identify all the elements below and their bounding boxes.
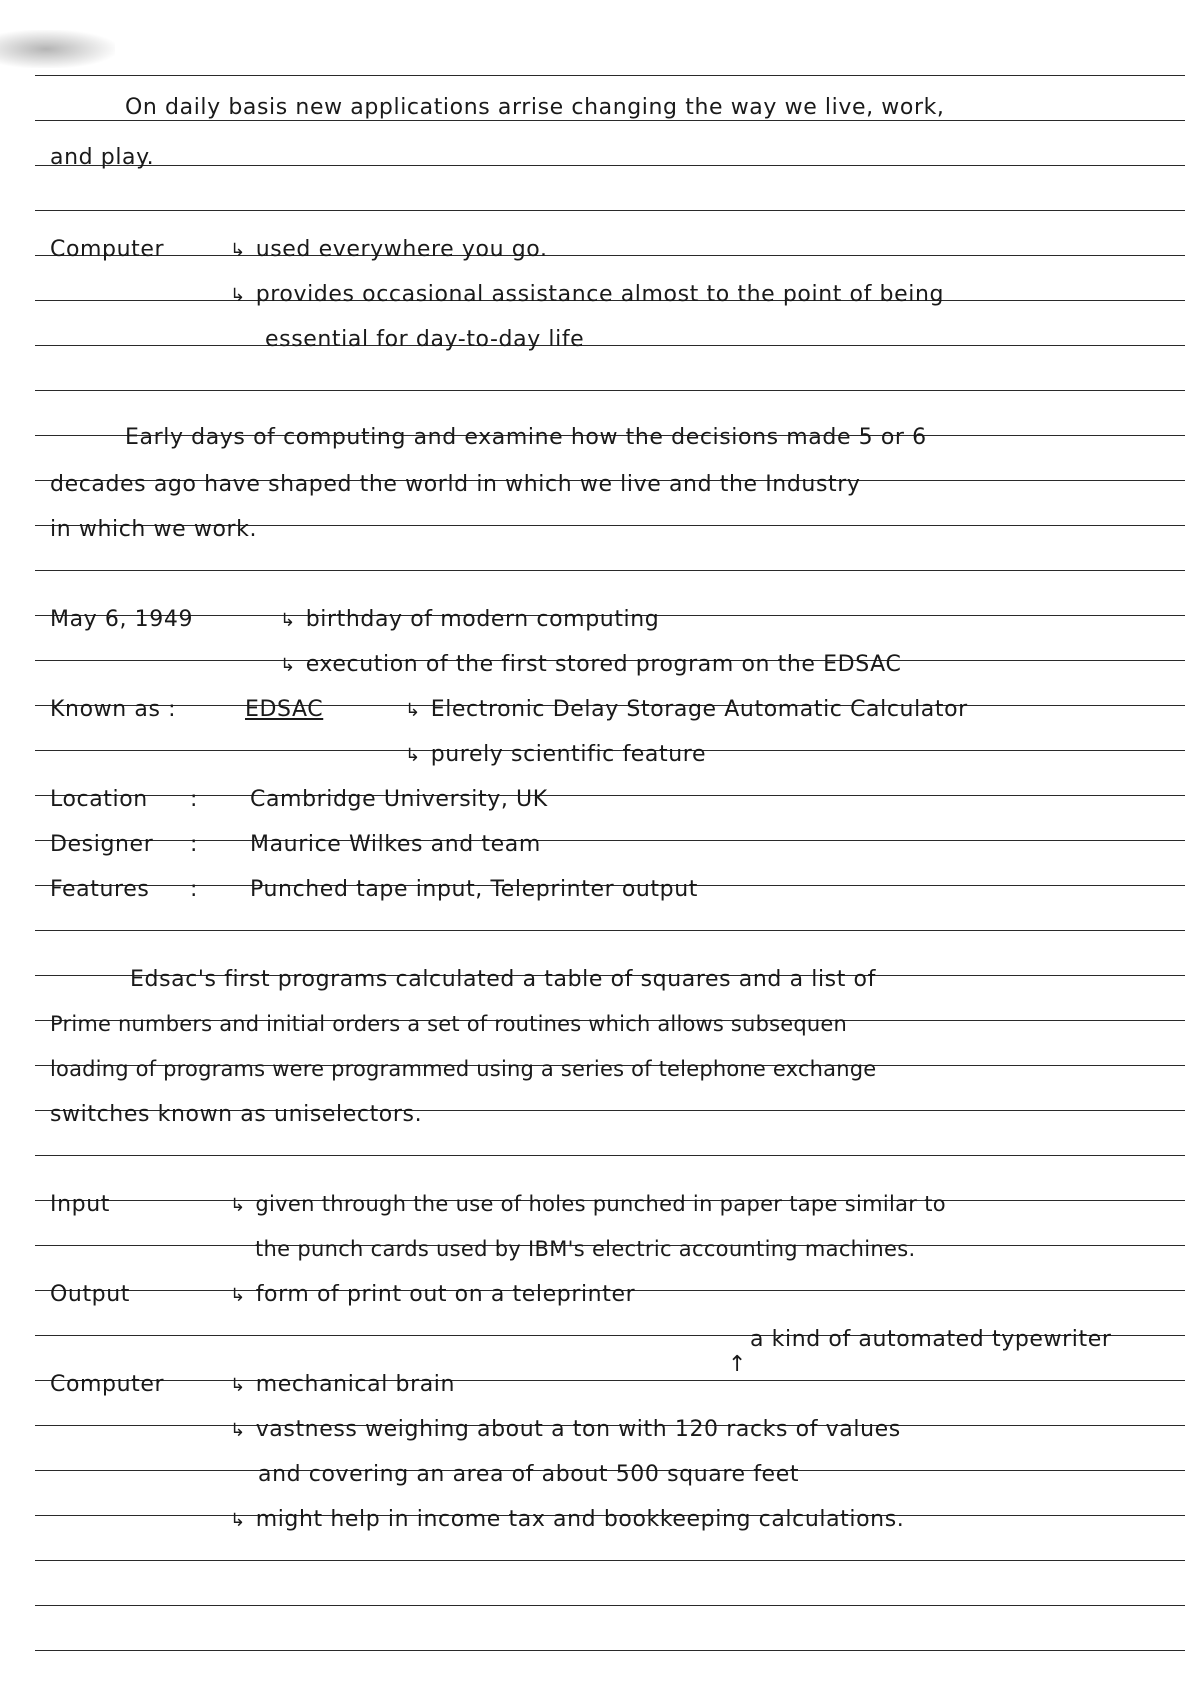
computer-bullet-2: ↳ provides occasional assistance almost to the point of being [230, 282, 945, 307]
bullet-arrow-icon: ↳ [405, 745, 421, 766]
up-arrow-icon: ↑ [728, 1352, 747, 1377]
computer-label: Computer [50, 237, 165, 262]
bullet-arrow-icon: ↳ [230, 285, 246, 306]
computer2-bullet-2: ↳ vastness weighing about a ton with 120 racks of values [230, 1417, 901, 1442]
may-bullet-2: ↳ execution of the first stored program on the EDSAC [280, 652, 902, 677]
programs-line-3: loading of programs were programmed using a series of telephone exchange [50, 1057, 877, 1081]
early-days-line-3: in which we work. [50, 517, 258, 542]
may-date: May 6, 1949 [50, 607, 194, 632]
bullet-arrow-icon: ↳ [280, 655, 296, 676]
early-days-line-1: Early days of computing and examine how the decisions made 5 or 6 [125, 425, 927, 450]
programs-line-1: Edsac's first programs calculated a table of squares and a list of [130, 967, 876, 992]
computer2-bullet-1: ↳ mechanical brain [230, 1372, 456, 1397]
bullet-arrow-icon: ↳ [230, 1510, 246, 1531]
known-as-bullet-1: ↳ Electronic Delay Storage Automatic Calculator [405, 697, 968, 722]
input-bullet-cont: the punch cards used by IBM's electric accounting machines. [255, 1237, 916, 1261]
bullet-arrow-icon: ↳ [230, 240, 246, 261]
output-label: Output [50, 1282, 131, 1307]
computer-bullet-1: ↳ used everywhere you go. [230, 237, 548, 262]
known-as-bullet-2: ↳ purely scientific feature [405, 742, 707, 767]
bullet-arrow-icon: ↳ [230, 1195, 246, 1216]
may-bullet-1: ↳ birthday of modern computing [280, 607, 660, 632]
known-as-name: EDSAC [245, 697, 324, 722]
scan-smudge [0, 30, 115, 68]
bullet-arrow-icon: ↳ [405, 700, 421, 721]
bullet-arrow-icon: ↳ [230, 1285, 246, 1306]
early-days-line-2: decades ago have shaped the world in which we live and the Industry [50, 472, 861, 497]
computer-bullet-2-cont: essential for day-to-day life [265, 327, 585, 352]
bullet-arrow-icon: ↳ [230, 1420, 246, 1441]
intro-line-1: On daily basis new applications arrise changing the way we live, work, [125, 95, 945, 120]
computer2-bullet-2-cont: and covering an area of about 500 square feet [258, 1462, 800, 1487]
intro-line-2: and play. [50, 145, 155, 170]
programs-line-4: switches known as uniselectors. [50, 1102, 423, 1127]
input-bullet: ↳ given through the use of holes punched in paper tape similar to [230, 1192, 946, 1216]
bullet-arrow-icon: ↳ [230, 1375, 246, 1396]
output-note: a kind of automated typewriter [750, 1327, 1112, 1352]
computer2-label: Computer [50, 1372, 165, 1397]
programs-line-2: Prime numbers and initial orders a set of routines which allows subsequen [50, 1012, 848, 1036]
bullet-arrow-icon: ↳ [280, 610, 296, 631]
computer2-bullet-3: ↳ might help in income tax and bookkeeping calculations. [230, 1507, 905, 1532]
known-as-label: Known as : [50, 697, 177, 722]
input-label: Input [50, 1192, 110, 1217]
output-bullet: ↳ form of print out on a teleprinter [230, 1282, 636, 1307]
